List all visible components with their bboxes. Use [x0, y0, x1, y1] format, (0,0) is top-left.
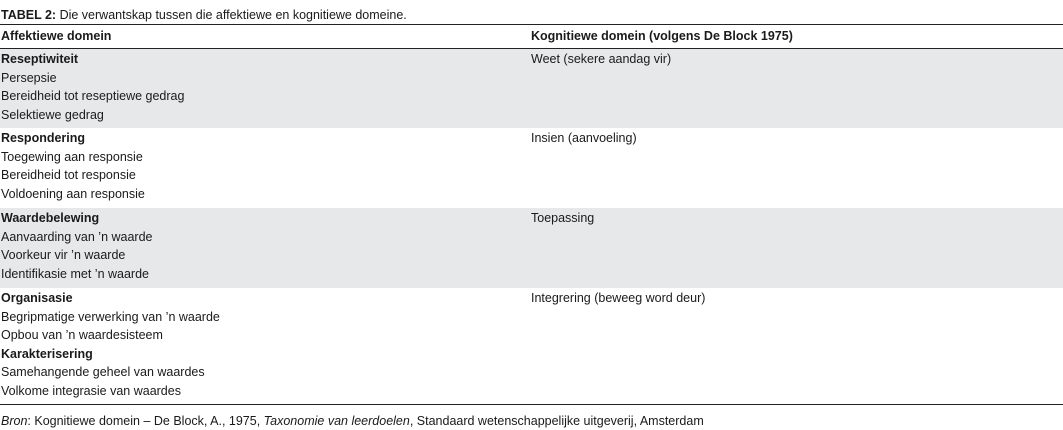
header-cognitive: Kognitiewe domein (volgens De Block 1975) [531, 29, 793, 43]
cognitive-cell [531, 50, 1063, 128]
cognitive-level: Weet (sekere aandag vir) [531, 52, 672, 66]
affective-item: Voorkeur vir ’n waarde [1, 248, 126, 263]
source-prefix: : Kognitiewe domein – De Block, A., 1975, [27, 414, 264, 428]
affective-item: Identifikasie met ’n waarde [1, 266, 149, 281]
affective-cell [0, 50, 531, 128]
affective-category: Organisasie [1, 291, 73, 305]
cognitive-cell [531, 129, 1063, 208]
table-source [0, 405, 1063, 429]
table-header [0, 25, 1063, 48]
cognitive-cell [531, 289, 1063, 404]
affective-item: Persepsie [1, 70, 57, 85]
affective-category: Karakterisering [1, 346, 93, 361]
affective-item: Begripmatige verwerking van ’n waarde [1, 309, 220, 324]
affective-item: Selektiewe gedrag [1, 107, 104, 122]
affective-item: Bereidheid tot reseptiewe gedrag [1, 89, 185, 104]
caption-text: Die verwantskap tussen die affektiewe en kognitiewe domeine. [56, 8, 407, 22]
affective-item: Samehangende geheel van waardes [1, 365, 205, 380]
cognitive-cell [531, 209, 1063, 288]
affective-item: Volkome integrasie van waardes [1, 383, 181, 398]
table-row [0, 208, 1063, 288]
affective-item: Bereidheid tot responsie [1, 168, 136, 183]
table-row [0, 49, 1063, 128]
caption-label: TABEL 2: [1, 8, 57, 22]
affective-item: Opbou van ’n waardesisteem [1, 328, 163, 343]
source-suffix: , Standaard wetenschappelijke uitgeverij, Amsterdam [409, 414, 704, 428]
affective-category: Respondering [1, 131, 86, 145]
affective-category: Reseptiwiteit [1, 52, 79, 66]
table-row [0, 288, 1063, 404]
cognitive-level: Toepassing [531, 211, 595, 225]
affective-cell [0, 209, 531, 288]
affective-item: Toegewing aan responsie [1, 149, 143, 164]
table-caption [0, 0, 1063, 24]
affective-item: Aanvaarding van ’n waarde [1, 229, 153, 244]
affective-cell [0, 129, 531, 208]
header-affective: Affektiewe domein [1, 29, 112, 43]
affective-cell [0, 289, 531, 404]
cognitive-level: Insien (aanvoeling) [531, 131, 637, 145]
cognitive-level: Integrering (beweeg word deur) [531, 291, 706, 305]
affective-item: Voldoening aan responsie [1, 186, 145, 201]
source-title: Taxonomie van leerdoelen [263, 414, 410, 428]
affective-category: Waardebelewing [1, 211, 100, 225]
source-label: Bron [1, 414, 28, 428]
table-row [0, 128, 1063, 208]
